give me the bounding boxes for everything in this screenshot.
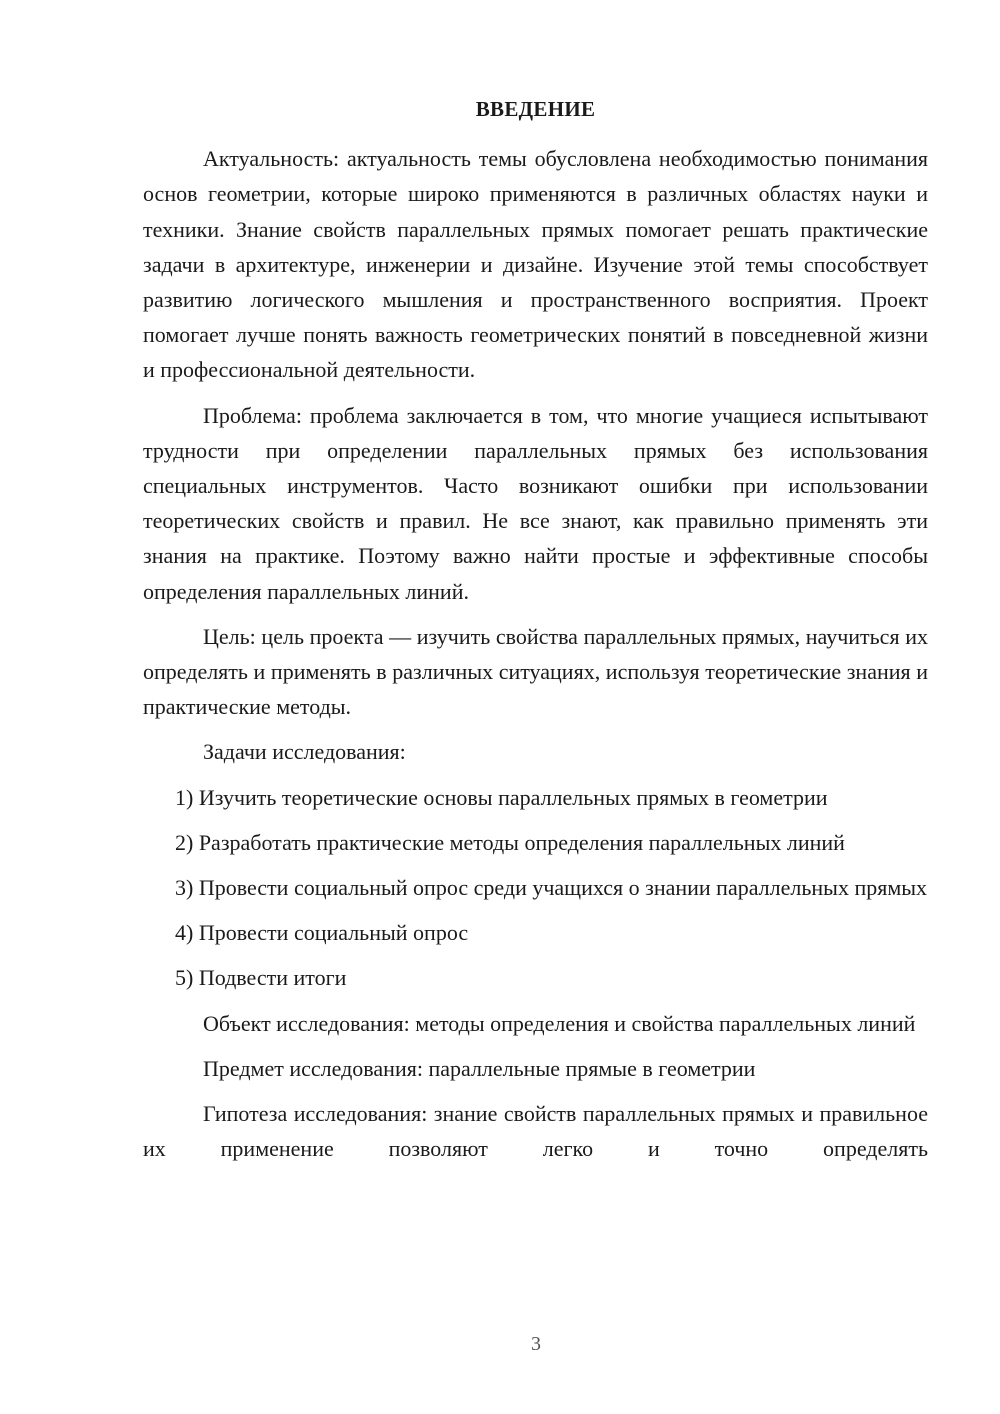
paragraph-goal: Цель: цель проекта — изучить свойства параллельных прямых, научиться их определять и применять в различных ситуациях, используя теоретические знания и практические методы. — [143, 623, 928, 720]
task-item-5: 5) Подвести итоги — [175, 965, 347, 991]
paragraph-relevance: Актуальность: актуальность темы обусловлена необходимостью понимания основ геометрии, которые широко применяются в различных областях науки и техники. Знание свойств параллельных прямых помогает решать практические задачи в архитектуре, инженерии и дизайне. Изучение этой темы способствует развитию логического мышления и пространственного восприятия. Проект помогает лучше понять важность геометрических понятий в повседневной жизни и профессиональной деятельности. — [143, 146, 928, 383]
paragraph-problem: Проблема: проблема заключается в том, что многие учащиеся испытывают трудности при определении параллельных прямых без использования специальных инструментов. Часто возникают ошибки при использовании теоретических свойств и правил. Не все знают, как правильно применять эти знания на практике. Поэтому важно найти простые и эффективные способы определения параллельных линий. — [143, 402, 928, 604]
page-title: ВВЕДЕНИЕ — [475, 97, 596, 121]
paragraph-hypothesis: Гипотеза исследования: знание свойств параллельных прямых и правильное их применение позволяют легко и точно определять — [143, 1101, 928, 1162]
task-item-3: 3) Провести социальный опрос среди учащихся о знании параллельных прямых — [175, 875, 928, 901]
paragraph-subject: Предмет исследования: параллельные прямые в геометрии — [203, 1055, 756, 1081]
task-item-2: 2) Разработать практические методы определения параллельных линий — [175, 829, 845, 855]
task-item-1: 1) Изучить теоретические основы параллельных прямых в геометрии — [175, 784, 828, 810]
document-body — [143, 92, 928, 1176]
tasks-heading: Задачи исследования: — [203, 739, 406, 765]
page-number: 3 — [531, 1333, 541, 1355]
task-item-4: 4) Провести социальный опрос — [175, 920, 469, 946]
paragraph-object: Объект исследования: методы определения и свойства параллельных линий — [203, 1010, 916, 1036]
